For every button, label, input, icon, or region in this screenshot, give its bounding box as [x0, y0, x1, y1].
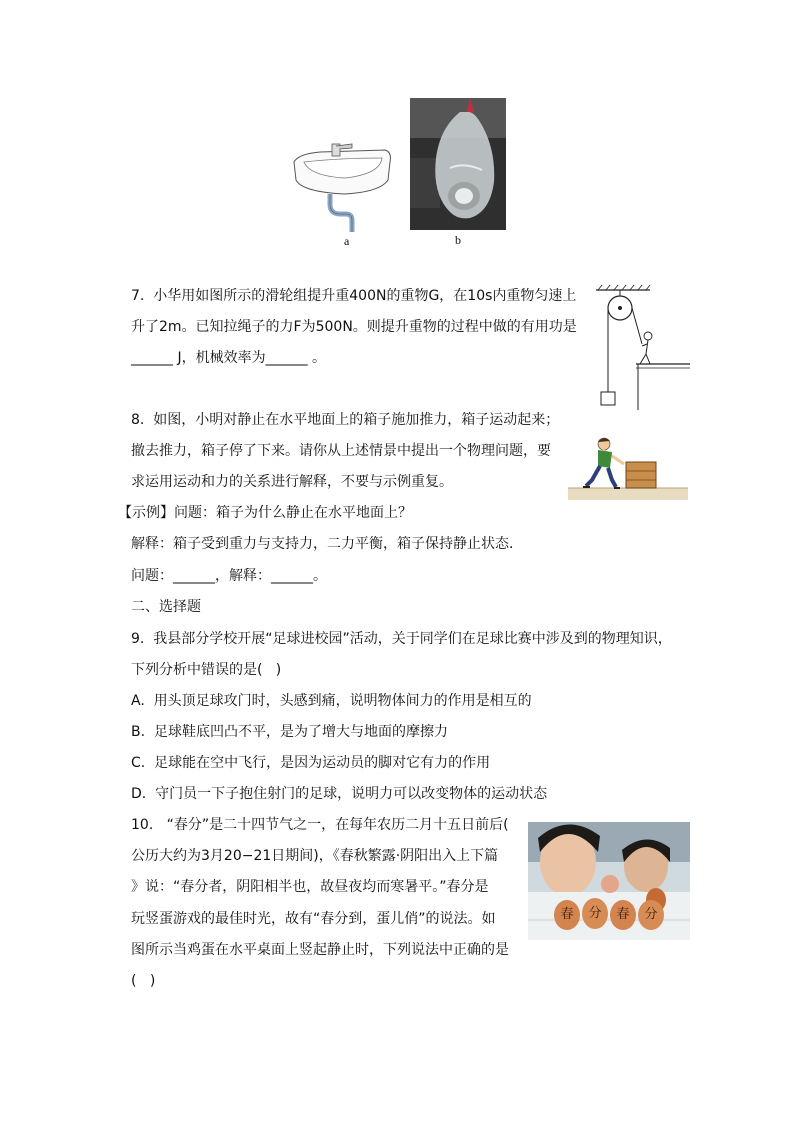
- figure-label-b: b: [455, 233, 461, 247]
- q8-line-1: 8. 如图，小明对静止在水平地面上的箱子施加推力，箱子运动起来；: [131, 412, 560, 428]
- q7-line-1: 7. 小华用如图所示的滑轮组提升重400N的重物G，在10s内重物匀速上: [131, 288, 577, 304]
- q9-line-2: 下列分析中错误的是( ): [131, 662, 282, 678]
- q9-option-b: B. 足球鞋底凹凸不平，是为了增大与地面的摩擦力: [131, 724, 448, 740]
- q10-line-6: ( ): [131, 973, 156, 989]
- egg-4: 分: [638, 900, 664, 930]
- q10-line-2: 公历大约为3月20−21日期间)，《春秋繁露·阴阳出入上下篇: [131, 848, 499, 864]
- q7-line-2: 升了2m。已知拉绳子的力F为500N。则提升重物的过程中做的有用功是: [131, 319, 577, 335]
- q7-line-3: ______ J，机械效率为______ 。: [131, 350, 327, 366]
- egg-1: 春: [554, 900, 580, 930]
- q8-answer-blanks: 问题：______，解释：______。: [131, 568, 327, 584]
- boy-pushing-box: [568, 430, 688, 500]
- egg-3: 春: [610, 900, 636, 930]
- pulley-diagram: [592, 284, 692, 410]
- egg-standing-photo: [528, 822, 690, 940]
- egg-photo-background: [528, 822, 690, 940]
- sink-figure: [290, 140, 395, 235]
- q10-line-4: 玩竖蛋游戏的最佳时光，故有“春分到，蛋儿俏”的说法。如: [131, 911, 496, 927]
- q8-explanation: 解释：箱子受到重力与支持力，二力平衡，箱子保持静止状态．: [131, 536, 523, 552]
- section-title-multiple-choice: 二、选择题: [131, 599, 201, 615]
- fish-bag-photo: [410, 98, 506, 230]
- q9-line-1: 9. 我县部分学校开展“足球进校园”活动，关于同学们在足球比赛中涉及到的物理知识，: [131, 631, 672, 647]
- q9-option-a: A. 用头顶足球攻门时，头感到痛，说明物体间力的作用是相互的: [131, 693, 532, 709]
- bag-photo: [410, 98, 506, 230]
- q9-option-d: D. 守门员一下子抱住射门的足球，说明力可以改变物体的运动状态: [131, 786, 548, 802]
- q8-line-2: 撤去推力，箱子停了下来。请你从上述情景中提出一个物理问题，要: [131, 443, 551, 459]
- q10-line-1: 10. “春分”是二十四节气之一，在每年农历二月十五日前后(: [131, 817, 509, 833]
- q8-example: 【示例】问题：箱子为什么静止在水平地面上？: [118, 505, 412, 521]
- q8-line-3: 求运用运动和力的关系进行解释，不要与示例重复。: [131, 474, 453, 490]
- q10-line-5: 图所示当鸡蛋在水平桌面上竖起静止时，下列说法中正确的是: [131, 942, 509, 958]
- push-box-figure: [568, 430, 688, 500]
- q10-line-3: 》说：“春分者，阴阳相半也，故昼夜均而寒暑平。”春分是: [131, 879, 489, 895]
- q9-option-c: C. 足球能在空中飞行，是因为运动员的脚对它有力的作用: [131, 755, 491, 771]
- figure-label-a: a: [344, 234, 350, 248]
- pulley-figure: [592, 284, 692, 410]
- sink-illustration: [290, 140, 395, 235]
- egg-2: 分: [582, 898, 608, 929]
